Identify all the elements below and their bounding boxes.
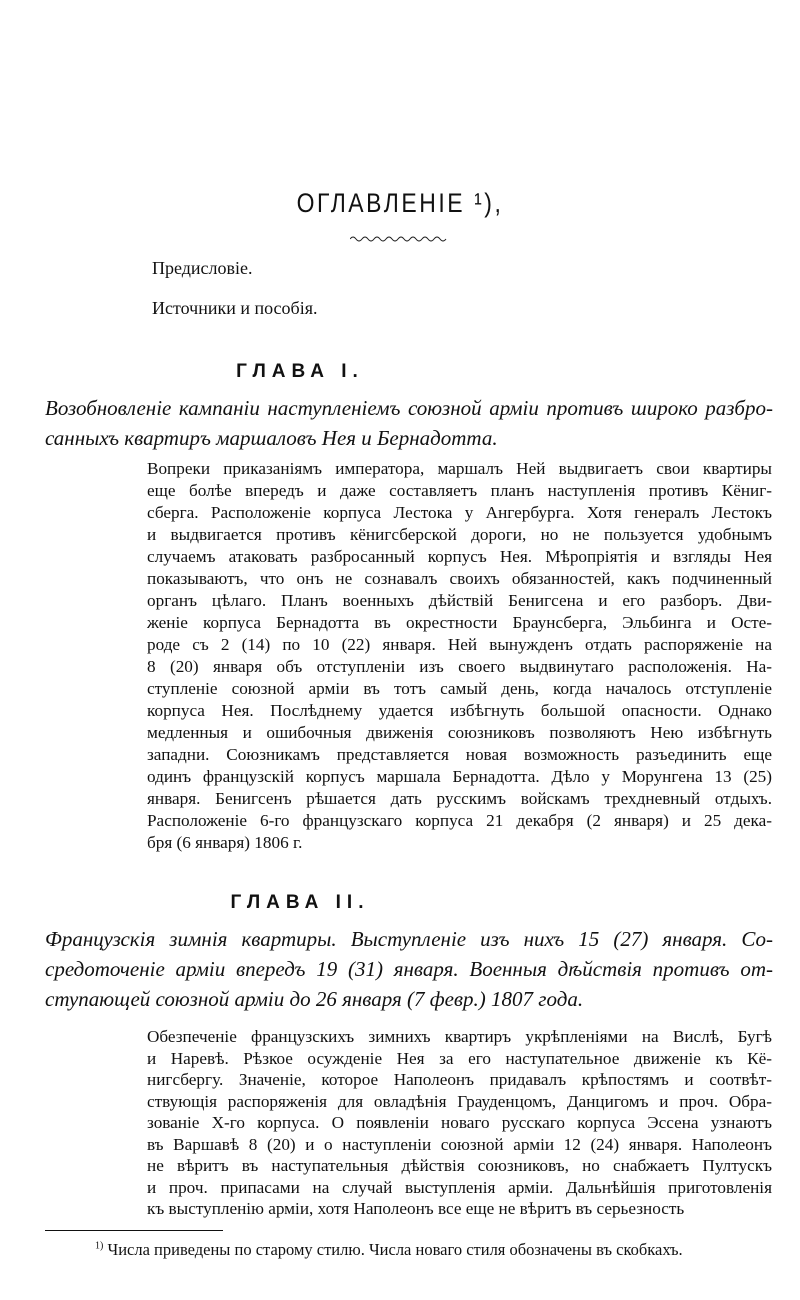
- text-line: показываютъ, что онъ не сознавалъ своихъ обязанностей, какъ подчиненный: [147, 569, 772, 588]
- chapter-2-summary: [147, 1026, 772, 1220]
- page-title: ОГЛАВЛЕНІЕ ¹),: [296, 188, 504, 218]
- text-line: корпуса Нея. Послѣднему удается избѣгнуть большой опасности. Однако: [147, 701, 772, 720]
- text-line: ступленіе союзной арміи въ тотъ самый день, когда началось отступленіе: [147, 679, 772, 698]
- toc-entry-sources: Источники и пособія.: [152, 298, 318, 318]
- text-line: медленныя и ошибочныя движенія союзниковъ позволяютъ Нею избѣгнуть: [147, 723, 772, 742]
- chapter-2-heading: ГЛАВА II.: [230, 892, 370, 913]
- footnote-rule: [45, 1230, 223, 1231]
- text-line: Обезпеченіе французскихъ зимнихъ квартиръ укрѣпленіями на Вислѣ, Бугѣ: [147, 1027, 772, 1046]
- text-line: января. Бенигсенъ рѣшается дать русскимъ войскамъ трехдневный отдыхъ.: [147, 789, 772, 808]
- text-line: зованіе X-го корпуса. О появленіи новаго русскаго корпуса Эссена узнаютъ: [147, 1113, 772, 1132]
- text-line: женіе корпуса Бернадотта въ окрестности Браунсберга, Эльбинга и Осте-: [147, 613, 772, 632]
- text-line: Расположеніе 6-го французскаго корпуса 21 декабря (2 января) и 25 дека-: [147, 811, 772, 830]
- text-line: Французскія зимнія квартиры. Выступленіе изъ нихъ 15 (27) января. Со-: [45, 927, 773, 951]
- text-line: роде съ 2 (14) по 10 (22) января. Ней вынужденъ отдать распоряженіе на: [147, 635, 772, 654]
- text-line: не вѣритъ въ наступательныя дѣйствія союзниковъ, но снабжаетъ Пултускъ: [147, 1156, 772, 1175]
- text-line: къ выступленію арміи, хотя Наполеонъ все еще не вѣритъ въ серьезность: [147, 1199, 685, 1218]
- text-line: нигсбергу. Значеніе, которое Наполеонъ придавалъ крѣпостямъ и соотвѣт-: [147, 1070, 772, 1089]
- footnote-marker: 1): [95, 1240, 104, 1252]
- text-line: западни. Союзникамъ представляется новая возможность разъединить еще: [147, 745, 772, 764]
- text-line: и выдвигается противъ кёнигсберской дороги, но не пользуется удобнымъ: [147, 525, 772, 544]
- text-line: ступающей союзной арміи до 26 января (7 февр.) 1807 года.: [45, 987, 584, 1011]
- chapter-1-heading: ГЛАВА I.: [236, 361, 364, 382]
- chapter-1-summary: [147, 458, 772, 854]
- text-line: одинъ французскій корпусъ маршала Бернадотта. Дѣло у Морунгена 13 (25): [147, 767, 772, 786]
- text-line: случаемъ атаковать разбросанный корпусъ Нея. Мѣропріятія и взгляды Нея: [147, 547, 772, 566]
- text-line: въ Варшавѣ 8 (20) и о наступленіи союзной арміи 12 (24) января. Наполеонъ: [147, 1134, 772, 1154]
- text-line: сберга. Расположеніе корпуса Лестока у Ангербурга. Хотя генералъ Лестокъ: [147, 503, 772, 522]
- footnote: [95, 1240, 772, 1260]
- text-line: бря (6 января) 1806 г.: [147, 833, 303, 852]
- decorative-wave-rule: [350, 234, 450, 244]
- text-line: еще болѣе впередъ и даже составляетъ планъ наступленія противъ Кёниг-: [147, 481, 772, 500]
- footnote-text: Числа приведены по старому стилю. Числа новаго стиля обозначены въ скобкахъ.: [107, 1240, 683, 1259]
- text-line: Возобновленіе кампаніи наступленіемъ союзной арміи противъ широко разбро-: [45, 396, 773, 420]
- chapter-2-title: [45, 924, 773, 1014]
- text-line: 8 (20) января объ отступленіи изъ своего выдвинутаго расположенія. На-: [147, 657, 772, 676]
- chapter-1-title: [45, 393, 773, 453]
- text-line: санныхъ квартиръ маршаловъ Нея и Бернадотта.: [45, 426, 498, 450]
- text-line: средоточеніе арміи впередъ 19 (31) января. Военныя дѣйствія противъ от-: [45, 957, 773, 981]
- text-line: и Наревѣ. Рѣзкое осужденіе Нея за его наступательное движеніе къ Кё-: [147, 1048, 772, 1068]
- text-line: ствующія распоряженія для овладѣнія Грауденцомъ, Данцигомъ и проч. Обра-: [147, 1091, 772, 1111]
- text-line: органъ цѣлаго. Планъ военныхъ дѣйствій Бенигсена и его разборъ. Дви-: [147, 591, 772, 610]
- text-line: Вопреки приказаніямъ императора, маршалъ Ней выдвигаетъ свои квартиры: [147, 459, 772, 478]
- toc-entry-preface: Предисловіе.: [152, 258, 253, 278]
- text-line: и проч. припасами на случай выступленія арміи. Дальнѣйшія приготовленія: [147, 1177, 772, 1197]
